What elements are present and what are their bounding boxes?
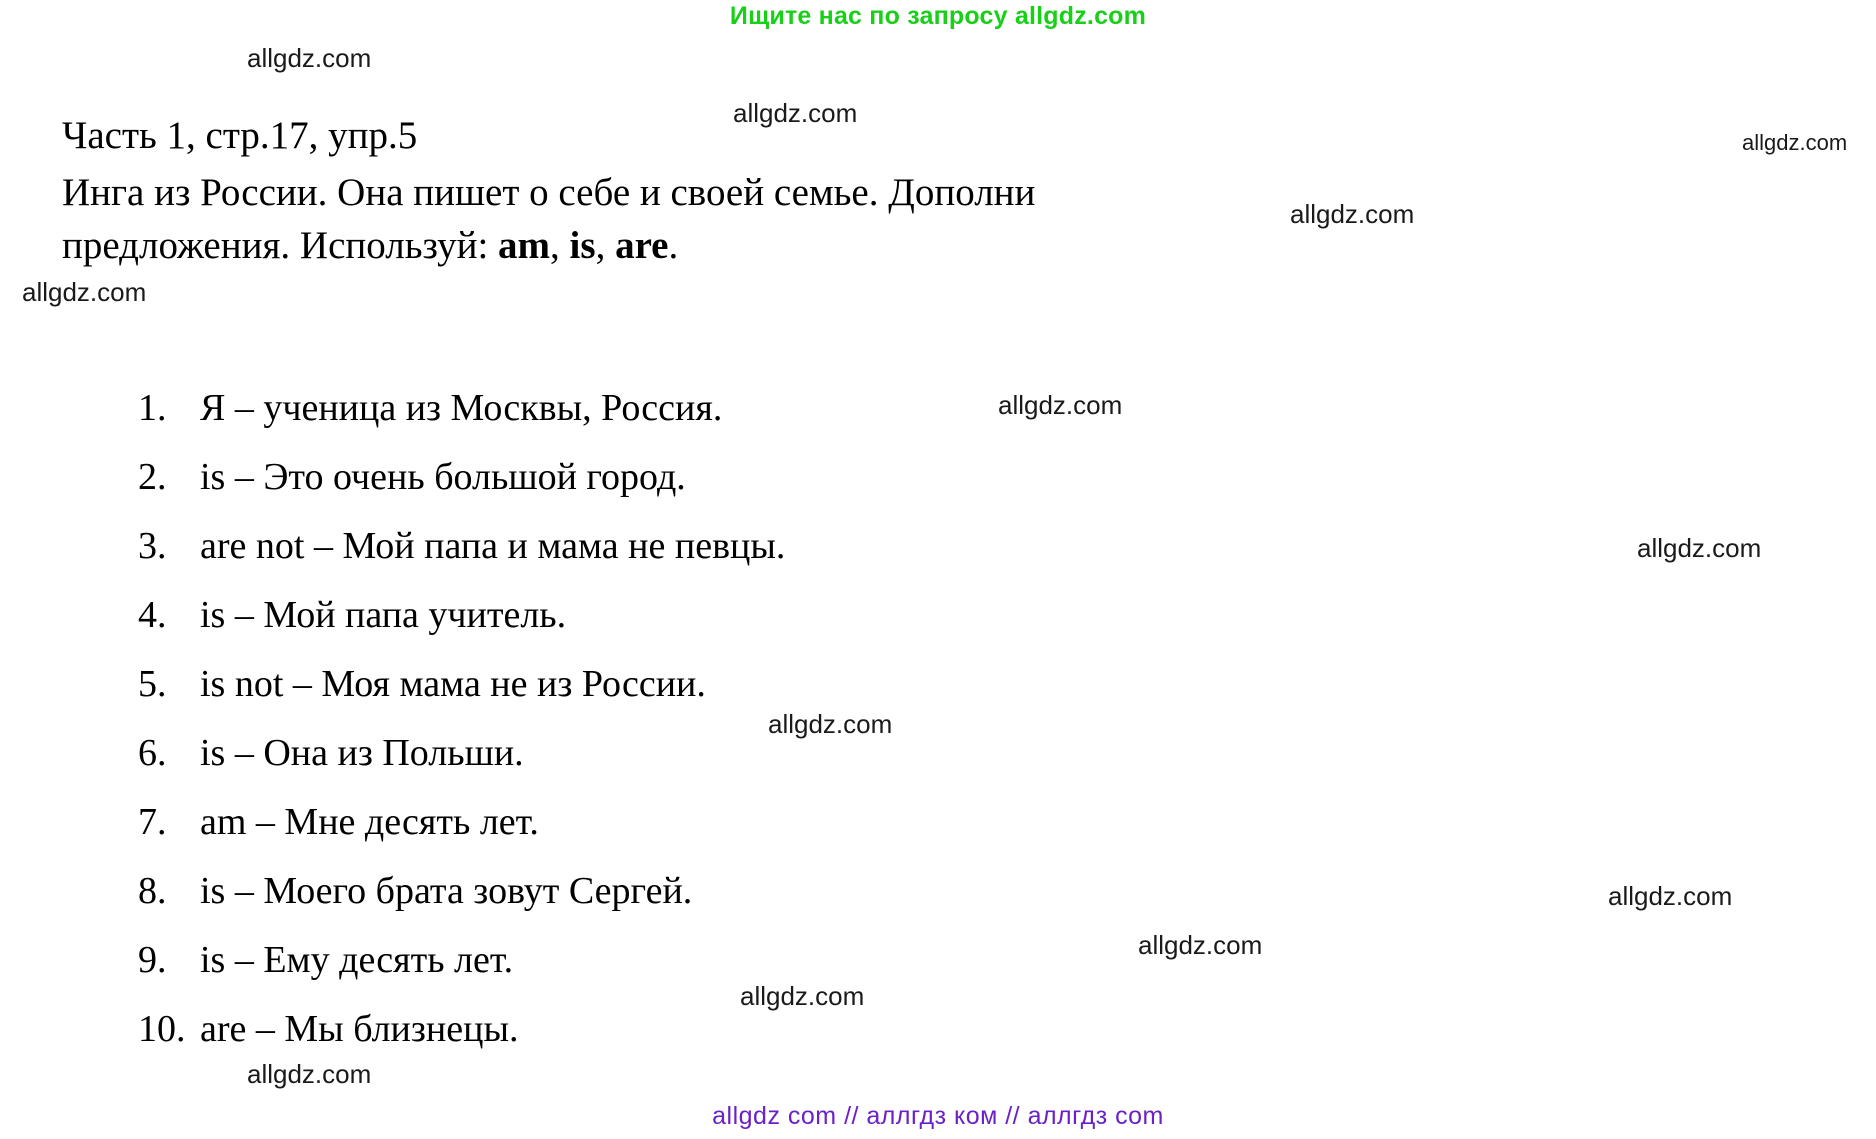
watermark-text: allgdz.com <box>768 709 893 739</box>
answer-row <box>138 995 785 1064</box>
answer-row <box>138 788 785 857</box>
answer-number: 9. <box>138 939 167 981</box>
watermark-text: allgdz.com <box>740 981 865 1011</box>
answers-list <box>138 374 785 1064</box>
task-heading-block <box>62 112 1850 272</box>
watermark-text: allgdz.com <box>733 98 858 128</box>
answer-row <box>138 719 785 788</box>
prompt-separator-2: , <box>595 224 616 267</box>
prompt-separator-1: , <box>550 224 570 267</box>
answer-row <box>138 581 785 650</box>
answer-row <box>138 374 785 443</box>
answer-number: 8. <box>138 870 167 912</box>
answer-row <box>138 857 785 926</box>
answer-number: 6. <box>138 732 167 774</box>
watermark-text: allgdz.com <box>1290 199 1415 229</box>
answer-number: 7. <box>138 801 167 843</box>
answer-row <box>138 926 785 995</box>
prompt-period: . <box>668 224 679 267</box>
watermark-text: allgdz.com <box>1742 130 1848 155</box>
answer-text: are – Мы близнецы. <box>200 1008 519 1050</box>
task-prompt <box>62 166 1850 272</box>
watermark-text: allgdz.com <box>22 277 147 307</box>
bottom-promo-line: allgdz com // аллгдз ком // аллгдз com <box>712 1102 1164 1130</box>
answer-number: 3. <box>138 525 167 567</box>
top-promo-banner: Ищите нас по запросу allgdz.com <box>729 2 1147 30</box>
verb-form-are: are <box>615 224 669 267</box>
watermark-text: allgdz.com <box>1637 533 1762 563</box>
watermark-text: allgdz.com <box>998 390 1123 420</box>
answer-number: 2. <box>138 456 167 498</box>
answer-text: is – Это очень большой город. <box>200 456 686 498</box>
answer-number: 10. <box>138 1008 186 1050</box>
answer-number: 5. <box>138 663 167 705</box>
watermark-text: allgdz.com <box>1608 881 1733 911</box>
task-prompt-line-1: Инга из России. Она пишет о себе и своей семье. Дополни <box>62 171 1036 214</box>
answer-row <box>138 443 785 512</box>
watermark-text: allgdz.com <box>247 43 372 73</box>
answer-text: is – Мой папа учитель. <box>200 594 567 636</box>
answer-text: is – Она из Польши. <box>200 732 524 774</box>
answer-text: is – Ему десять лет. <box>200 939 514 981</box>
answer-row <box>138 650 785 719</box>
answer-text: is not – Моя мама не из России. <box>200 663 706 705</box>
answer-number: 4. <box>138 594 167 636</box>
answer-row <box>138 512 785 581</box>
verb-form-is: is <box>569 224 596 267</box>
verb-form-am: am <box>498 224 551 267</box>
answer-number: 1. <box>138 387 167 429</box>
answer-text: is – Моего брата зовут Сергей. <box>200 870 693 912</box>
page-title: Часть 1, стр.17, упр.5 <box>62 114 418 157</box>
answer-text: are not – Мой папа и мама не певцы. <box>200 525 786 567</box>
answer-text: Я – ученица из Москвы, Россия. <box>200 387 723 429</box>
answer-text: am – Мне десять лет. <box>200 801 539 843</box>
task-prompt-line-2 <box>62 219 1850 272</box>
watermark-text: allgdz.com <box>247 1059 372 1089</box>
watermark-text: allgdz.com <box>1138 930 1263 960</box>
task-prompt-instruction: предложения. Используй: <box>62 224 499 267</box>
